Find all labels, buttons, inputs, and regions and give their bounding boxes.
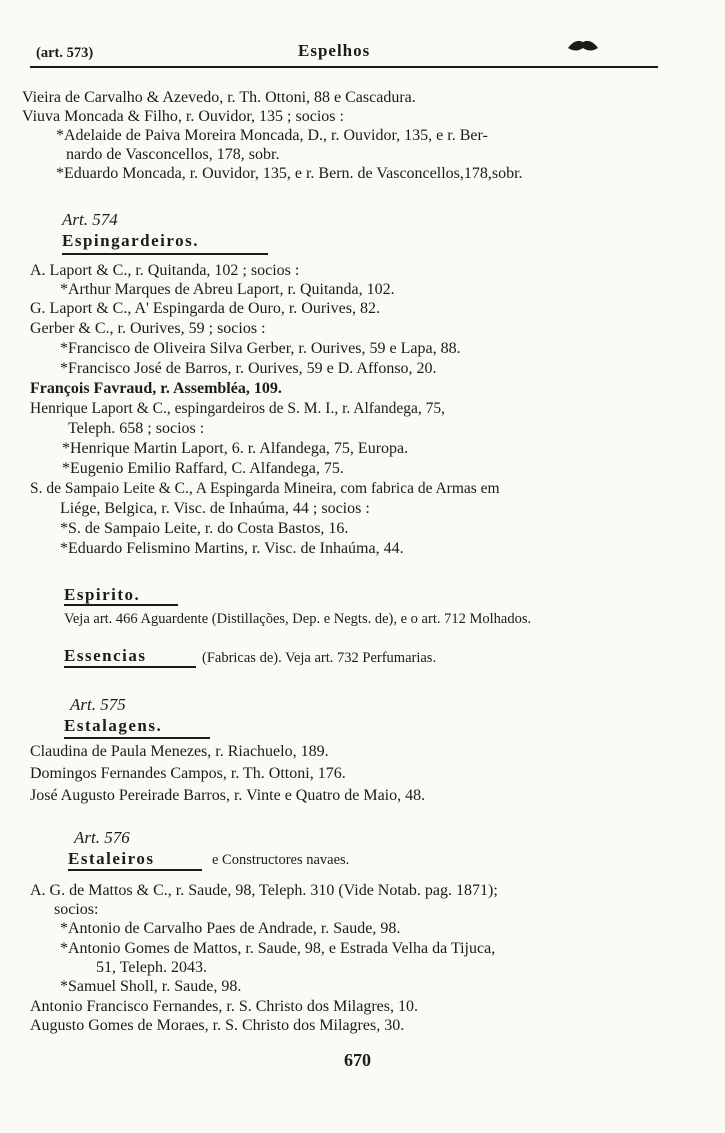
entry-line: José Augusto Pereirade Barros, r. Vinte e Quatro de Maio, 48. — [30, 787, 426, 804]
article-reference: (art. 573) — [36, 45, 94, 61]
entry-line: G. Laport & C., A' Espingarda de Ouro, r. Ourives, 82. — [30, 300, 380, 317]
entry-line: *Antonio de Carvalho Paes de Andrade, r. Saude, 98. — [60, 920, 401, 937]
entry-line: *Eduardo Moncada, r. Ouvidor, 135, e r. Bern. de Vasconcellos,178,sobr. — [56, 165, 523, 182]
entry-line: Liége, Belgica, r. Visc. de Inhaúma, 44 ; socios : — [60, 500, 370, 517]
entry-line: Antonio Francisco Fernandes, r. S. Christo dos Milagres, 10. — [30, 998, 418, 1015]
entry-line: A. Laport & C., r. Quitanda, 102 ; socios : — [30, 262, 300, 279]
section-rule — [64, 666, 196, 668]
section-rule — [64, 737, 210, 739]
entry-line: Vieira de Carvalho & Azevedo, r. Th. Ottoni, 88 e Cascadura. — [22, 89, 416, 106]
cross-reference: Veja art. 466 Aguardente (Distillações, Dep. e Negts. de), e o art. 712 Molhados. — [64, 611, 532, 627]
entry-line: Teleph. 658 ; socios : — [68, 420, 205, 437]
entry-line: *Adelaide de Paiva Moreira Moncada, D., r. Ouvidor, 135, e r. Ber- — [56, 127, 488, 144]
article-number: Art. 576 — [74, 828, 130, 847]
entry-line: Augusto Gomes de Moraes, r. S. Christo dos Milagres, 30. — [30, 1017, 405, 1034]
entry-line: 51, Teleph. 2043. — [96, 959, 208, 976]
entry-line: François Favraud, r. Assembléa, 109. — [30, 380, 282, 397]
entry-line: A. G. de Mattos & C., r. Saude, 98, Teleph. 310 (Vide Notab. pag. 1871); — [30, 882, 498, 899]
entry-line: Viuva Moncada & Filho, r. Ouvidor, 135 ; socios : — [22, 108, 344, 125]
article-number: Art. 574 — [62, 210, 118, 229]
section-subtitle: e Constructores navaes. — [212, 852, 350, 868]
entry-line: Henrique Laport & C., espingardeiros de S. M. I., r. Alfandega, 75, — [30, 400, 445, 417]
entry-line: *Arthur Marques de Abreu Laport, r. Quitanda, 102. — [60, 281, 395, 298]
entry-line: nardo de Vasconcellos, 178, sobr. — [66, 146, 280, 163]
section-title: Estalagens. — [64, 716, 163, 735]
header-rule — [30, 66, 658, 68]
section-title: Espingardeiros. — [62, 231, 199, 250]
entry-line: *Samuel Sholl, r. Saude, 98. — [60, 978, 242, 995]
page-title: Espelhos — [298, 41, 371, 60]
entry-line: socios: — [54, 901, 99, 918]
entry-line: Claudina de Paula Menezes, r. Riachuelo, 189. — [30, 743, 329, 760]
article-number: Art. 575 — [70, 695, 126, 714]
section-title: Espirito. — [64, 585, 141, 604]
entry-line: Gerber & C., r. Ourives, 59 ; socios : — [30, 320, 266, 337]
ornament-icon — [566, 38, 600, 54]
section-rule — [68, 869, 202, 871]
section-title: Estaleiros — [68, 849, 155, 868]
entry-line: Domingos Fernandes Campos, r. Th. Ottoni, 176. — [30, 765, 346, 782]
entry-line: *S. de Sampaio Leite, r. do Costa Bastos, 16. — [60, 520, 349, 537]
section-rule — [62, 253, 268, 255]
entry-line: *Francisco José de Barros, r. Ourives, 59 e D. Affonso, 20. — [60, 360, 437, 377]
section-rule — [64, 604, 178, 606]
entry-line: S. de Sampaio Leite & C., A Espingarda Mineira, com fabrica de Armas em — [30, 480, 500, 497]
entry-line: *Henrique Martin Laport, 6. r. Alfandega, 75, Europa. — [62, 440, 409, 457]
section-title: Essencias — [64, 646, 147, 665]
cross-reference: (Fabricas de). Veja art. 732 Perfumarias. — [202, 650, 437, 666]
entry-line: *Francisco de Oliveira Silva Gerber, r. Ourives, 59 e Lapa, 88. — [60, 340, 461, 357]
page-number: 670 — [344, 1050, 371, 1070]
entry-line: *Antonio Gomes de Mattos, r. Saude, 98, e Estrada Velha da Tijuca, — [60, 940, 496, 957]
entry-line: *Eugenio Emilio Raffard, C. Alfandega, 75. — [62, 460, 344, 477]
entry-line: *Eduardo Felismino Martins, r. Visc. de Inhaúma, 44. — [60, 540, 404, 557]
